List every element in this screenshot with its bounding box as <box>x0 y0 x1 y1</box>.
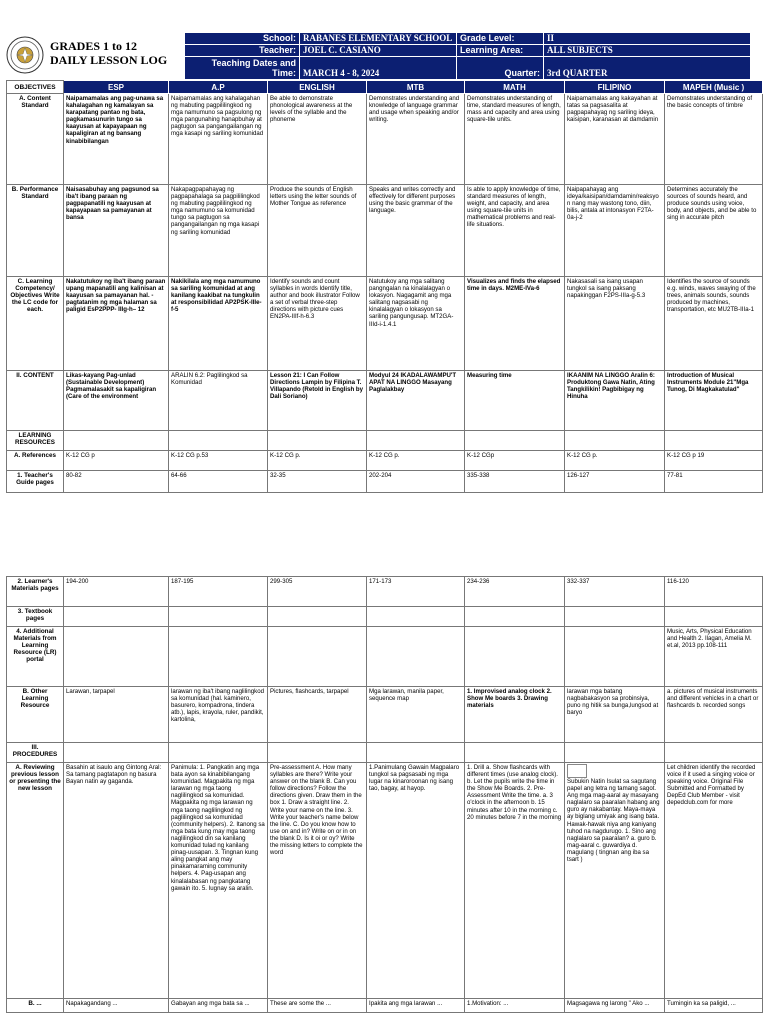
cell: Demonstrates understanding and knowledge of language grammar and usage when speaking and/or writing. <box>367 94 465 185</box>
cell <box>169 431 268 451</box>
col-math: MATH <box>465 81 565 94</box>
cell: Modyul 24 IKADALAWAMPU'T APAT NA LINGGO Masayang Paglalakbay <box>367 371 465 431</box>
cell <box>64 431 169 451</box>
col-ap: A.P <box>169 81 268 94</box>
cell: 299-305 <box>268 577 367 607</box>
cell: Lesson 21: I Can Follow Directions Lampin by Filipina T. Villapando (Retold in English by Dali Soriano) <box>268 371 367 431</box>
cell: 80-82 <box>64 471 169 493</box>
cell: Demonstrates understanding of time, standard measures of length, mass and capacity and area using square-tile units. <box>465 94 565 185</box>
cell: Larawan, tarpapel <box>64 687 169 743</box>
teaching-dates-value: MARCH 4 - 8, 2024 <box>300 57 457 80</box>
cell: 116-120 <box>665 577 763 607</box>
cell <box>367 607 465 627</box>
cell: Basahin at isaulo ang Gintong Aral: Sa tamang pagtatapon ng basura Bayan natin ay gaganda. <box>64 763 169 999</box>
cell: Demonstrates understanding of the basic concepts of timbre <box>665 94 763 185</box>
cell: 1.Motivation: ... <box>465 999 565 1013</box>
cell: K-12 CG p.53 <box>169 451 268 471</box>
cell: Mga larawan, manila paper, sequence map <box>367 687 465 743</box>
grade-level-value: II <box>544 33 751 45</box>
cell <box>169 607 268 627</box>
cell <box>64 607 169 627</box>
row-label: III. PROCEDURES <box>7 743 64 763</box>
cell: Speaks and writes correctly and effectively for different purposes using the basic grammar of the language. <box>367 185 465 277</box>
cell: Naisasabuhay ang pagsunod sa iba't ibang paraan ng pagpapanatili ng kaayusan at kapayapaan sa pamayanan at bansa <box>64 185 169 277</box>
table-row <box>7 451 763 471</box>
cell: Panimula: 1. Pangkatin ang mga bata ayon sa kinabibilangang komunidad. Magpakita ng mga larawan ng mga taong naglilingkod sa komunidad. Magpakita ng mga larawan ng mga taong naglilingkod ng paglilingkod sa komunidad (community helpers). 2. Itanong sa mga bata kung may mga taong naglilingkod din sa kanilang komunidad tulad ng kanilang pinag-uusapan. 3. Tingnan kung aling pangkat ang may pinakamaraming community helpers. 4. Pag-usapan ang kinalalabasan ng pangkatang gawain ito. 5. Iugnay sa aralin. <box>169 763 268 999</box>
table-row <box>7 277 763 371</box>
school-value: RABANES ELEMENTARY SCHOOL <box>300 33 457 45</box>
cell: Napakagandang ... <box>64 999 169 1013</box>
row-label: 1. Teacher's Guide pages <box>7 471 64 493</box>
table-row <box>7 577 763 607</box>
cell: Natutukoy ang mga salitang pangngalan na kinalalagyan o lokasyon. Nagagamit ang mga salitang nagsasabi ng kinalalagyan o lokasyon sa sariling pangungusap. MT2GA-IIId-i-1.4.1 <box>367 277 465 371</box>
cell: Naipamamalas ang kakayahan at tatas sa pagsasalita at pagpapahayag ng sariling ideya, kaisipan, karanasan at damdamin <box>565 94 665 185</box>
cell: 194-200 <box>64 577 169 607</box>
row-label: 4. Additional Materials from Learning Resource (LR) portal <box>7 627 64 687</box>
lesson-log-table-top <box>6 80 763 493</box>
cell <box>64 627 169 687</box>
row-label: B. Performance Standard <box>7 185 64 277</box>
cell <box>465 431 565 451</box>
cell: 1. Improvised analog clock 2. Show Me boards 3. Drawing materials <box>465 687 565 743</box>
cell: Nakasasali sa isang usapan tungkol sa isang paksang napakinggan F2PS-IIIa-g-5.3 <box>565 277 665 371</box>
cell: Likas-kayang Pag-unlad (Sustainable Development) Pagmamalasakit sa kapaligiran (Care of the environment <box>64 371 169 431</box>
cell: Identify sounds and count syllables in words Identify title, author and book illustrator Follow a set of verbal three-step directions with picture cues EN2PA-IIIf-h-6.3 <box>268 277 367 371</box>
cell <box>665 607 763 627</box>
cell <box>268 627 367 687</box>
cell: Tumingin ka sa paligid, ... <box>665 999 763 1013</box>
table-row <box>7 607 763 627</box>
cell: Measuring time <box>465 371 565 431</box>
cell: Music, Arts, Physical Education and Health 2. Ilagan, Amelia M. et.al, 2013 pp.108-111 <box>665 627 763 687</box>
table-row <box>7 185 763 277</box>
cell: ARALIN 6.2: Paglilingkod sa Komunidad <box>169 371 268 431</box>
cell: Ipakita ang mga larawan ... <box>367 999 465 1013</box>
row-label: C. Learning Competency/ Objectives Write the LC code for each. <box>7 277 64 371</box>
book-icon <box>567 764 587 778</box>
row-label: 3. Textbook pages <box>7 607 64 627</box>
cell: K-12 CG p 19 <box>665 451 763 471</box>
school-label: School: <box>185 33 300 45</box>
table-row <box>7 687 763 743</box>
cell: 1.Panimulang Gawain Magpalaro tungkol sa pagsasabi ng mga lugar na kinaroroonan ng isang tao, bagay, at hayop. <box>367 763 465 999</box>
cell <box>169 627 268 687</box>
cell: larawan ng iba't ibang naglilingkod sa komunidad (hal. kaminero, basurero, kompadrona, tindera atb.), lapis, krayola, ruler, pandikit, kartolina, <box>169 687 268 743</box>
cell <box>565 743 665 763</box>
col-english: ENGLISH <box>268 81 367 94</box>
cell: Let children identify the recorded voice if it used a singing voice or speaking voice. Original File Submitted and Formatted by DepEd Club Member - visit depedclub.com for more <box>665 763 763 999</box>
objectives-header: OBJECTIVES <box>7 81 64 94</box>
cell: Nakikilala ang mga namumuno sa sariling komunidad at ang kanilang kaakibat na tungkulin at responsibilidad AP2PSK-IIIe-f-5 <box>169 277 268 371</box>
table-row <box>7 471 763 493</box>
cell <box>665 743 763 763</box>
header-info-table <box>184 32 751 80</box>
cell: Introduction of Musical Instruments Module 21"Mga Tunog, Di Magkakatulad" <box>665 371 763 431</box>
title-daily-lesson-log: DAILY LESSON LOG <box>50 53 168 67</box>
cell: Be able to demonstrate phonological awareness at the levels of the syllable and the phoneme <box>268 94 367 185</box>
cell <box>169 743 268 763</box>
cell <box>565 607 665 627</box>
teacher-label: Teacher: <box>185 45 300 57</box>
cell: K-12 CG p <box>64 451 169 471</box>
cell <box>565 627 665 687</box>
cell: larawan mga batang nagbabakasyon sa probinsiya, puno ng hitik sa bunga,lungsod at baryo <box>565 687 665 743</box>
table-row <box>7 627 763 687</box>
table-row <box>7 763 763 999</box>
cell <box>465 743 565 763</box>
cell: IKAANIM NA LINGGO Aralin 6: Produktong Gawa Natin, Ating Tangkilikin! Pagbibigay ng Hinuha <box>565 371 665 431</box>
cell <box>367 743 465 763</box>
cell: K-12 CG p. <box>367 451 465 471</box>
cell <box>268 431 367 451</box>
deped-seal-logo <box>6 36 44 74</box>
cell: 64-66 <box>169 471 268 493</box>
cell: 126-127 <box>565 471 665 493</box>
subukin-natin-heading <box>567 764 662 778</box>
cell: Nakapagpapahayag ng pagpapahalaga sa pagpililingkod ng mabuting pagpililingkod ng mga namumuno sa komunidad tungo sa pagtugon sa pangangailangan ng mga kasapi ng sariling komunidad <box>169 185 268 277</box>
cell: 234-236 <box>465 577 565 607</box>
cell: 1. Drill a. Show flashcards with different times (use analog clock). b. Let the pupils write the time in the Show Me Boards. 2. Pre-Assessment Write the time. a. 3 o'clock in the afternoon b. 15 minutes after 10 in the morning c. 20 minutes before 7 in the morning <box>465 763 565 999</box>
cell <box>565 431 665 451</box>
cell <box>268 743 367 763</box>
cell <box>268 607 367 627</box>
cell: Gabayan ang mga bata sa ... <box>169 999 268 1013</box>
cell: Naipamamalas ang pag-unawa sa kahalagahan ng kamalayan sa karapatang pantao ng bata, pagkamasunurin tungo sa kaayusan at kapayapaan ng kapaligiran at ng bansang kinabibilangan <box>64 94 169 185</box>
cell: a. pictures of musical instruments and different vehicles in a chart or flashcards b. recorded songs <box>665 687 763 743</box>
cell: Naipapahayag ang ideya/kaisipan/damdamin/reaksyon nang may wastong tono, diin, bilis, antala at intonasyon F2TA-0a-j-2 <box>565 185 665 277</box>
cell: Pre-assessment A. How many syllables are there? Write your answer on the blank B. Can you follow directions? Follow the directions given. Draw them in the box 1. Draw a straight line. 2. Write your name on the line. 3. Write your teacher's name below the line. C. Do you know how to use on and in? Write on or in on the blank D. Is it oi or oy? Write the missing letters to complete the word <box>268 763 367 999</box>
title-grades: GRADES 1 to 12 <box>50 39 138 53</box>
cell: 32-35 <box>268 471 367 493</box>
cell <box>64 743 169 763</box>
col-esp: ESP <box>64 81 169 94</box>
cell-text: Subukin Natin Isulat sa sagutang papel ang letra ng tamang sagot. Ang mga mag-aaral ay masayang naglalaro sa paaralan habang ang guro ay nakabantay. Maya-maya ay biglang umiyak ang isang bata. Hawak-hawak niya ang kaniyang tuhod na nagdurugo. 1. Sino ang naglalaro sa paaralan? a. guro b. mag-aaral c. guwardiya d. magulang ( tingnan ang iba sa tsart ) <box>567 778 660 864</box>
cell <box>367 431 465 451</box>
cell: 202-204 <box>367 471 465 493</box>
cell: Determines accurately the sources of sounds heard, and produce sounds using voice, body, and objects, and be able to sing in accurate pitch <box>665 185 763 277</box>
grade-level-label: Grade Level: <box>457 33 544 45</box>
cell <box>565 763 665 999</box>
cell <box>367 627 465 687</box>
quarter-value: 3rd QUARTER <box>544 57 751 80</box>
cell: Produce the sounds of English letters using the letter sounds of Mother Tongue as reference <box>268 185 367 277</box>
learning-area-label: Learning Area: <box>457 45 544 57</box>
cell: Magsagawa ng larong " Ako ... <box>565 999 665 1013</box>
col-filipino: FILIPINO <box>565 81 665 94</box>
lesson-log-table-bottom <box>6 576 763 1013</box>
row-label: B. Other Learning Resource <box>7 687 64 743</box>
row-label: B. ... <box>7 999 64 1013</box>
cell <box>465 607 565 627</box>
teaching-dates-label: Teaching Dates and Time: <box>185 57 300 80</box>
cell: 332-337 <box>565 577 665 607</box>
cell: Pictures, flashcards, tarpapel <box>268 687 367 743</box>
cell <box>665 431 763 451</box>
quarter-label: Quarter: <box>457 57 544 80</box>
cell: K-12 CG p. <box>268 451 367 471</box>
cell: K-12 CGp <box>465 451 565 471</box>
cell: Naipamamalas ang kahalagahan ng mabuting pagpililingkod ng mga namumuno sa pagsulong ng mga pangunahing hanapbuhay at pagtugon sa pangangailangan ng mga kasapi ng sariling komunidad <box>169 94 268 185</box>
row-label: II. CONTENT <box>7 371 64 431</box>
teacher-value: JOEL C. CASIANO <box>300 45 457 57</box>
table-row <box>7 999 763 1013</box>
col-mtb: MTB <box>367 81 465 94</box>
row-label: 2. Learner's Materials pages <box>7 577 64 607</box>
cell: Identifies the source of sounds e.g. winds, waves swaying of the trees, animals sounds, sounds produced by machines, transportation, etc MU2TB-IIIa-1 <box>665 277 763 371</box>
row-label: A. Content Standard <box>7 94 64 185</box>
cell: Nakatutukoy ng iba't ibang paraan upang mapanatili ang kalinisan at kaayusan sa pamayanan hal. - pagtatanim ng mga halaman sa paligid EsP2PPP- IIIg-h– 12 <box>64 277 169 371</box>
cell: 335-338 <box>465 471 565 493</box>
cell: K-12 CG p. <box>565 451 665 471</box>
learning-area-value: ALL SUBJECTS <box>544 45 751 57</box>
cell: 77-81 <box>665 471 763 493</box>
cell: 171-173 <box>367 577 465 607</box>
cell: Is able to apply knowledge of time, standard measures of length, weight, and capacity, and area using square-tile units in mathematical problems and real-life situations. <box>465 185 565 277</box>
row-label: A. Reviewing previous lesson or presenting the new lesson <box>7 763 64 999</box>
cell <box>465 627 565 687</box>
table-row <box>7 431 763 451</box>
row-label: A. References <box>7 451 64 471</box>
cell: These are some the ... <box>268 999 367 1013</box>
table-row <box>7 371 763 431</box>
table-row <box>7 743 763 763</box>
col-mapeh: MAPEH (Music ) <box>665 81 763 94</box>
cell: Visualizes and finds the elapsed time in days. M2ME-IVa-6 <box>465 277 565 371</box>
table-row <box>7 94 763 185</box>
row-label: LEARNING RESOURCES <box>7 431 64 451</box>
cell: 187-195 <box>169 577 268 607</box>
